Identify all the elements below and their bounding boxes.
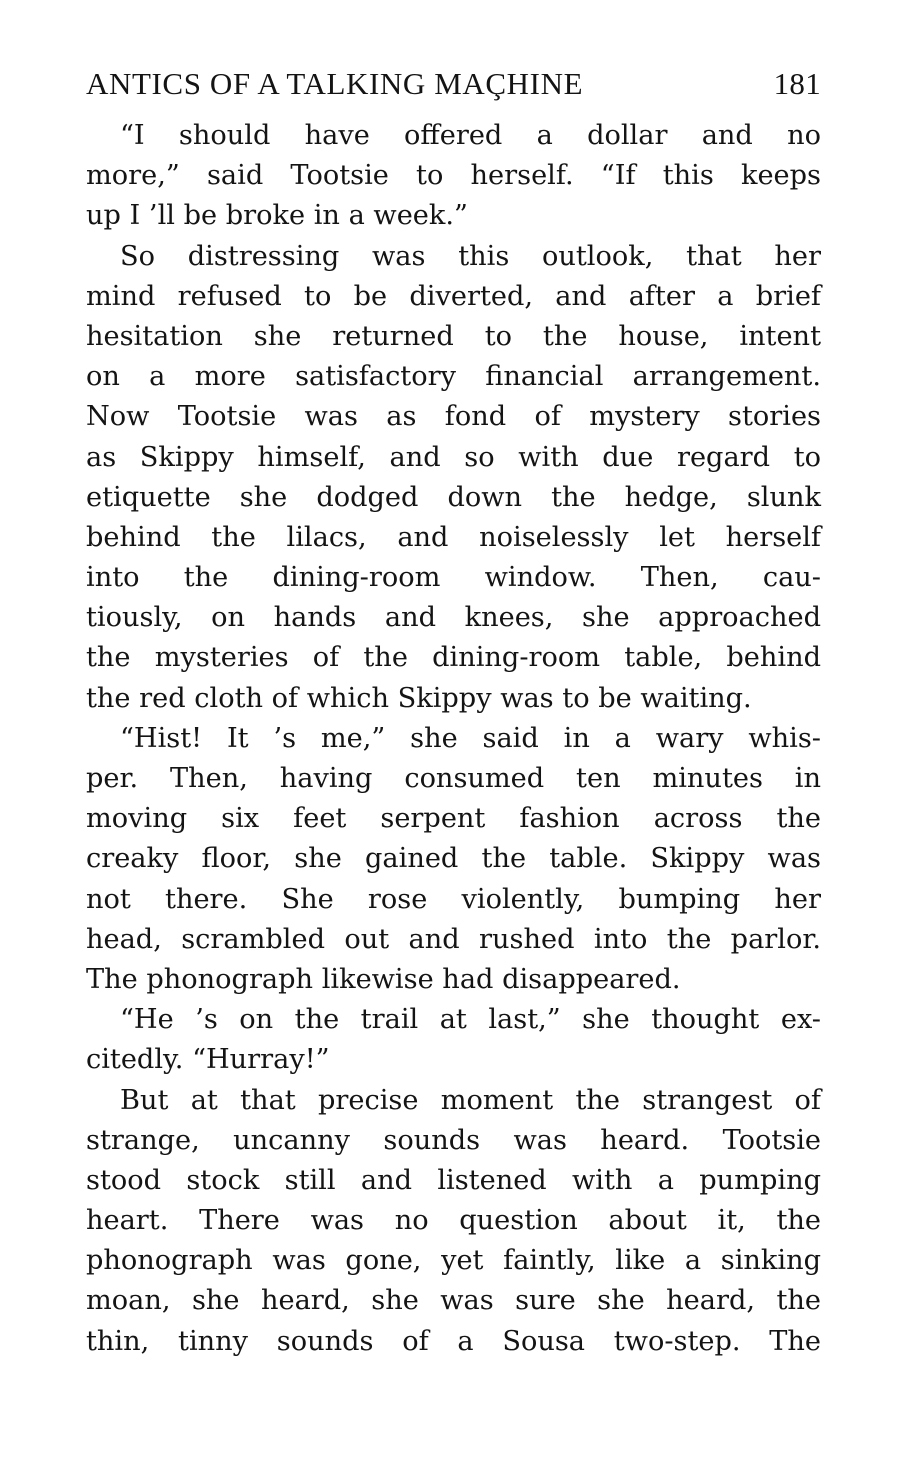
text-line: citedly. “Hurray!” [86,1044,330,1076]
text-line: So distressing was this outlook, that her [120,240,821,272]
text-line: etiquette she dodged down the hedge, slunk [86,481,821,513]
text-line: more,” said Tootsie to herself. “If this keeps [86,160,821,192]
text-line: moving six feet serpent fashion across the [86,803,821,835]
text-line: as Skippy himself, and so with due regard to [86,441,821,473]
text-line: creaky floor, she gained the table. Skippy was [86,843,821,875]
text-line: per. Then, having consumed ten minutes in [86,763,821,794]
page-number: 181 [773,66,821,101]
text-line: tiously, on hands and knees, she approached [86,602,821,634]
text-line: stood stock still and listened with a pumping [86,1164,821,1196]
text-line: The phonograph likewise had disappeared. [86,963,681,995]
text-line: not there. She rose violently, bumping her [86,883,821,915]
text-line: the red cloth of which Skippy was to be waiting. [86,682,752,714]
text-line: into the dining-room window. Then, cau- [86,562,821,594]
text-line: phonograph was gone, yet faintly, like a sinking [86,1245,821,1277]
text-line: moan, she heard, she was sure she heard, the [86,1285,821,1317]
text-line: thin, tinny sounds of a Sousa two-step. The [86,1325,821,1357]
text-line: behind the lilacs, and noiselessly let herself [86,521,821,553]
running-title: ANTICS OF A TALKING MAÇHINE [86,66,584,101]
text-line: up I ’ll be broke in a week.” [86,200,468,232]
text-line: heart. There was no question about it, the [86,1205,821,1237]
text-line: the mysteries of the dining-room table, behind [86,642,821,674]
text-line: “I should have offered a dollar and no [120,120,821,151]
text-line: Now Tootsie was as fond of mystery stories [86,401,821,433]
text-line: head, scrambled out and rushed into the parlor. [86,923,821,955]
page-header [86,66,821,116]
text-line: “Hist! It ’s me,” she said in a wary whis- [120,722,821,754]
text-line: hesitation she returned to the house, intent [86,320,821,352]
text-line: mind refused to be diverted, and after a brief [86,280,821,312]
text-line: “He ’s on the trail at last,” she thought ex- [120,1004,821,1036]
text-line: strange, uncanny sounds was heard. Tootsie [86,1124,821,1156]
body-text [86,116,821,1362]
text-line: But at that precise moment the strangest of [120,1084,821,1116]
book-page [86,66,821,1362]
text-line: on a more satisfactory financial arrangement. [86,361,821,393]
